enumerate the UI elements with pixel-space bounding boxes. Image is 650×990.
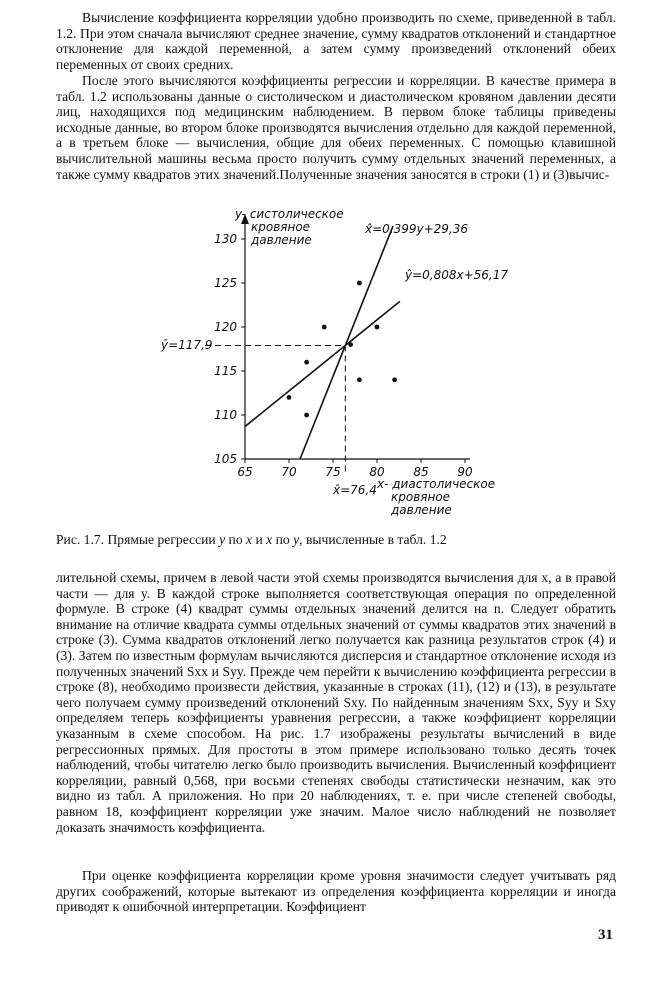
regression-line-y-on-x <box>245 301 400 426</box>
x-tick-label: 80 <box>369 465 385 479</box>
x-tick-label: 90 <box>457 465 473 479</box>
data-point <box>322 325 327 330</box>
regression-y-on-x-label: ŷ=0,808x+56,17 <box>405 268 509 282</box>
paragraph-1-text: Вычисление коэффициента корреляции удобно производить по схеме, приведенной в табл. 1.2. При этом сначала вычисляют среднее значение, сумму квадратов отклонений и стандартное отклонение для каждой переменной, а затем сумму произведений отклонений обеих переменных от своих средних. <box>56 10 616 72</box>
figure-caption <box>56 532 616 548</box>
x-tick-label: 75 <box>325 465 341 479</box>
data-point <box>304 360 309 365</box>
page-number: 31 <box>598 927 613 943</box>
y-tick-label: 105 <box>214 452 237 466</box>
y-axis-label-line-3: давление <box>251 233 312 247</box>
caption-var-x-2: x <box>266 532 273 547</box>
data-point <box>357 281 362 286</box>
x-axis-label-line-2: кровяное <box>391 490 451 504</box>
y-tick-label: 110 <box>214 408 237 422</box>
data-point <box>287 395 292 400</box>
caption-var-y: y <box>219 532 226 547</box>
paragraph-3-text: лительной схемы, причем в левой части этой схемы производятся вычисления для x, а в правой части — для y. В каждой строке выполняется соответствующая операция по определенной формуле. В строке (4) квадрат суммы отдельных значений делится на n. Следует обратить внимание на отличие квадрата суммы отдельных значений от суммы квадратов этих значений в строке (3). Сумма квадратов отклонений легко получается как разница результатов строк (4) и (3). Затем по известным формулам вычисляются дисперсия и стандартное отклонение исходя из полученных значений Sxx и Syy. Прежде чем перейти к вычислению коэффициента регрессии в строке (8), необходимо произвести действия, указанные в строках (11), (12) и (13), в результате чего получаем сумму произведений отклонений Sxy. По найденным значениям Sxx, Syy и Sxy определяем теперь коэффициенты уравнения регрессии, а также коэффициент корреляции указанным в схеме способом. На рис. 1.7 изображены результаты вычислений в виде регрессионных прямых. Для простоты в этом примере использовано только десять точек наблюдений, чтобы читателю легко было производить вычисления. Вычисленный коэффициент корреляции, равный 0,568, при восьми степенях свободы статистически незначим, как это видно из табл. А приложения. Но при 20 наблюдениях, т. е. при числе степеней свободы, равном 18, коэффициент корреляции уже значим. Малое число наблюдений не позволяет доказать значимость коэффициента. <box>56 570 616 835</box>
data-point <box>392 377 397 382</box>
paragraph-4-text: При оценке коэффициента корреляции кроме уровня значимости следует учитывать ряд других соображений, которые вытекают из определения коэффициента корреляции и иногда приводят к ошибочной интерпретации. Коэффициент <box>56 868 616 915</box>
mean-x-label: x̄=76,4 <box>333 483 377 497</box>
x-tick-label: 70 <box>281 465 297 479</box>
caption-word-2: и <box>255 532 263 547</box>
caption-word-1: по <box>228 532 243 547</box>
paragraph-2-text: После этого вычисляются коэффициенты регрессии и корреляции. В качестве примера в табл. 1.2 использованы данные о систолическом и диастолическом кровяном давлении десяти лиц, находящихся под медицинским наблюдением. В первом блоке таблицы приведены исходные данные, во втором блоке производятся вычисления отдельно для каждой переменной, а в третьем блоке — вычисления, общие для обеих переменных. С помощью клавишной вычислительной машины весьма просто получить сумму отдельных значений переменных, а также сумму квадратов этих значений.Полученные значения заносятся в строки (1) и (3)вычис- <box>56 73 616 182</box>
regression-line-x-on-y <box>300 226 393 459</box>
y-tick-label: 115 <box>214 364 237 378</box>
x-axis-label-line-3: давление <box>391 503 452 517</box>
caption-prefix: Рис. 1.7. Прямые регрессии <box>56 532 216 547</box>
paragraph-4 <box>56 868 616 915</box>
caption-suffix: , вычисленные в табл. 1.2 <box>299 532 447 547</box>
x-axis-label-line-1: x- диастолическое <box>377 477 496 491</box>
paragraph-1 <box>56 10 616 72</box>
paragraph-3 <box>56 570 616 835</box>
mean-y-label: ȳ=117,9 <box>161 338 213 352</box>
caption-var-y-2: y <box>293 532 300 547</box>
data-point <box>375 325 380 330</box>
caption-word-3: по <box>275 532 290 547</box>
y-tick-label: 130 <box>214 232 237 246</box>
x-tick-label: 65 <box>237 465 253 479</box>
regression-x-on-y-label: x̂=0,399y+29,36 <box>365 222 469 236</box>
caption-var-x: x <box>246 532 253 547</box>
paragraph-2 <box>56 73 616 182</box>
regression-figure <box>161 200 525 520</box>
x-tick-label: 85 <box>413 465 429 479</box>
data-point <box>348 342 353 347</box>
data-point <box>357 377 362 382</box>
y-axis-label-line-1: y- систолическое <box>235 207 344 221</box>
y-tick-label: 125 <box>214 276 237 290</box>
y-axis-label-line-2: кровяное <box>251 220 311 234</box>
data-point <box>304 413 309 418</box>
y-tick-label: 120 <box>214 320 237 334</box>
